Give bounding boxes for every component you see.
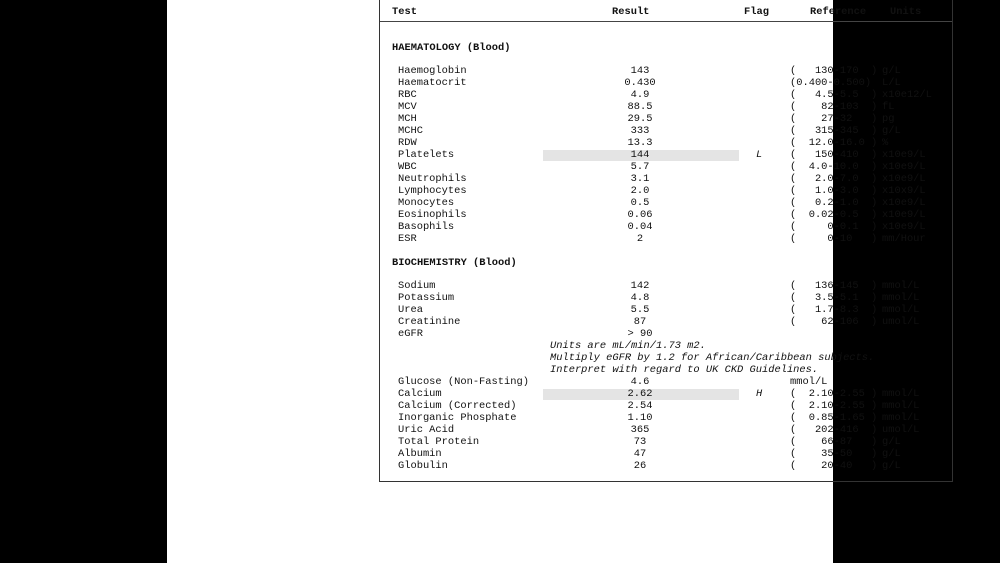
reference-range: ( 0-10 ): [790, 233, 878, 245]
test-result: 29.5: [627, 113, 653, 125]
reference-range: ( 62-106 ): [790, 316, 878, 328]
test-name: RDW: [398, 137, 417, 149]
units: mmol/L: [882, 400, 920, 412]
col-header-result: Result: [612, 6, 650, 18]
test-result: 13.3: [627, 137, 653, 149]
test-name: Neutrophils: [398, 173, 467, 185]
test-result: 143: [630, 65, 650, 77]
col-header-units: Units: [890, 6, 922, 18]
test-result: 0.04: [627, 221, 653, 233]
units: pg: [882, 113, 895, 125]
test-result: 365: [630, 424, 650, 436]
report-page: [167, 0, 932, 563]
footnote: Interpret with regard to UK CKD Guidelines.: [550, 364, 819, 376]
test-result: 3.1: [630, 173, 650, 185]
units: mm/Hour: [882, 233, 926, 245]
test-name: eGFR: [398, 328, 423, 340]
units: umol/L: [882, 316, 920, 328]
reference-range: ( 27-32 ): [790, 113, 878, 125]
test-name: Basophils: [398, 221, 455, 233]
units: g/L: [882, 460, 901, 472]
test-name: Uric Acid: [398, 424, 455, 436]
reference-range: ( 3.5-5.1 ): [790, 292, 878, 304]
reference-range: ( 66-87 ): [790, 436, 878, 448]
units: fL: [882, 101, 895, 113]
reference-range: ( 130-170 ): [790, 65, 878, 77]
units: mmol/L: [882, 280, 920, 292]
test-name: Total Protein: [398, 436, 480, 448]
reference-range: ( 4.0-10.0 ): [790, 161, 878, 173]
test-name: Glucose (Non-Fasting): [398, 376, 529, 388]
test-name: MCH: [398, 113, 417, 125]
reference-range: ( 1.0-3.0 ): [790, 185, 878, 197]
reference-range: ( 2.10-2.55 ): [790, 400, 878, 412]
units: x10e9/L: [882, 197, 926, 209]
test-name: Inorganic Phosphate: [398, 412, 517, 424]
reference-range: ( 35-50 ): [790, 448, 878, 460]
test-result: 4.9: [630, 89, 650, 101]
result-flag: H: [756, 388, 763, 400]
test-name: Urea: [398, 304, 423, 316]
test-name: Potassium: [398, 292, 455, 304]
units: %: [882, 137, 889, 149]
units: mmol/L: [882, 412, 920, 424]
test-result: 0.06: [627, 209, 653, 221]
reference-range: ( 4.5-5.5 ): [790, 89, 878, 101]
reference-range: ( 82-103 ): [790, 101, 878, 113]
reference-range: ( 1.7-8.3 ): [790, 304, 878, 316]
section-title: HAEMATOLOGY (Blood): [392, 42, 511, 54]
test-name: RBC: [398, 89, 417, 101]
reference-range: (0.400-0.500): [790, 77, 872, 89]
units: x10e9/L: [882, 161, 926, 173]
reference-range: ( 12.0-16.0 ): [790, 137, 878, 149]
test-result: > 90: [627, 328, 653, 340]
reference-range: ( 315-345 ): [790, 125, 878, 137]
test-result: 144: [630, 149, 650, 161]
footnote: Multiply eGFR by 1.2 for African/Caribbean subjects.: [550, 352, 875, 364]
reference-range: ( 0-0.1 ): [790, 221, 878, 233]
units: x10e9/L: [882, 149, 926, 161]
units: x10e9/L: [882, 209, 926, 221]
units: x10x9/L: [882, 185, 926, 197]
test-name: Platelets: [398, 149, 455, 161]
reference-range: ( 150-410 ): [790, 149, 878, 161]
units: x10e9/L: [882, 221, 926, 233]
units: mmol/L: [882, 388, 920, 400]
test-name: ESR: [398, 233, 417, 245]
test-name: Albumin: [398, 448, 442, 460]
units: L/L: [882, 77, 901, 89]
test-result: 1.10: [627, 412, 653, 424]
test-result: 333: [630, 125, 650, 137]
reference-range: ( 0.2-1.0 ): [790, 197, 878, 209]
test-result: 5.5: [630, 304, 650, 316]
footnote: Units are mL/min/1.73 m2.: [550, 340, 706, 352]
test-name: Haemoglobin: [398, 65, 467, 77]
test-name: MCV: [398, 101, 417, 113]
reference-range: ( 2.10-2.55 ): [790, 388, 878, 400]
test-name: Monocytes: [398, 197, 455, 209]
col-header-test: Test: [392, 6, 417, 18]
header-divider: [380, 21, 952, 22]
test-result: 0.5: [630, 197, 650, 209]
test-result: 88.5: [627, 101, 653, 113]
reference-range: ( 2.0-7.0 ): [790, 173, 878, 185]
test-name: Lymphocytes: [398, 185, 467, 197]
test-result: 0.430: [624, 77, 656, 89]
test-result: 2.54: [627, 400, 653, 412]
units: g/L: [882, 448, 901, 460]
units: x10e9/L: [882, 173, 926, 185]
test-name: Creatinine: [398, 316, 461, 328]
result-flag: L: [756, 149, 763, 161]
units: g/L: [882, 125, 901, 137]
test-result: 4.6: [630, 376, 650, 388]
test-result: 2.62: [627, 388, 653, 400]
section-title: BIOCHEMISTRY (Blood): [392, 257, 517, 269]
col-header-reference: Reference: [810, 6, 867, 18]
test-name: WBC: [398, 161, 417, 173]
reference-range: ( 0.02-0.5 ): [790, 209, 878, 221]
test-result: 26: [633, 460, 647, 472]
test-name: Calcium (Corrected): [398, 400, 517, 412]
test-name: Sodium: [398, 280, 436, 292]
lab-results-report: [379, 0, 953, 482]
test-name: MCHC: [398, 125, 423, 137]
units: mmol/L: [882, 304, 920, 316]
reference-range: mmol/L: [790, 376, 828, 388]
reference-range: ( 136-145 ): [790, 280, 878, 292]
units: x10e12/L: [882, 89, 932, 101]
test-result: 142: [630, 280, 650, 292]
test-name: Haematocrit: [398, 77, 467, 89]
test-result: 73: [633, 436, 647, 448]
test-name: Eosinophils: [398, 209, 467, 221]
units: g/L: [882, 65, 901, 77]
test-result: 2.0: [630, 185, 650, 197]
test-result: 87: [633, 316, 647, 328]
units: mmol/L: [882, 292, 920, 304]
test-name: Globulin: [398, 460, 448, 472]
test-result: 2: [636, 233, 644, 245]
test-result: 4.8: [630, 292, 650, 304]
reference-range: ( 202-416 ): [790, 424, 878, 436]
reference-range: ( 0.85-1.65 ): [790, 412, 878, 424]
reference-range: ( 20-40 ): [790, 460, 878, 472]
test-result: 5.7: [630, 161, 650, 173]
col-header-flag: Flag: [744, 6, 769, 18]
units: g/L: [882, 436, 901, 448]
test-result: 47: [633, 448, 647, 460]
test-name: Calcium: [398, 388, 442, 400]
units: umol/L: [882, 424, 920, 436]
